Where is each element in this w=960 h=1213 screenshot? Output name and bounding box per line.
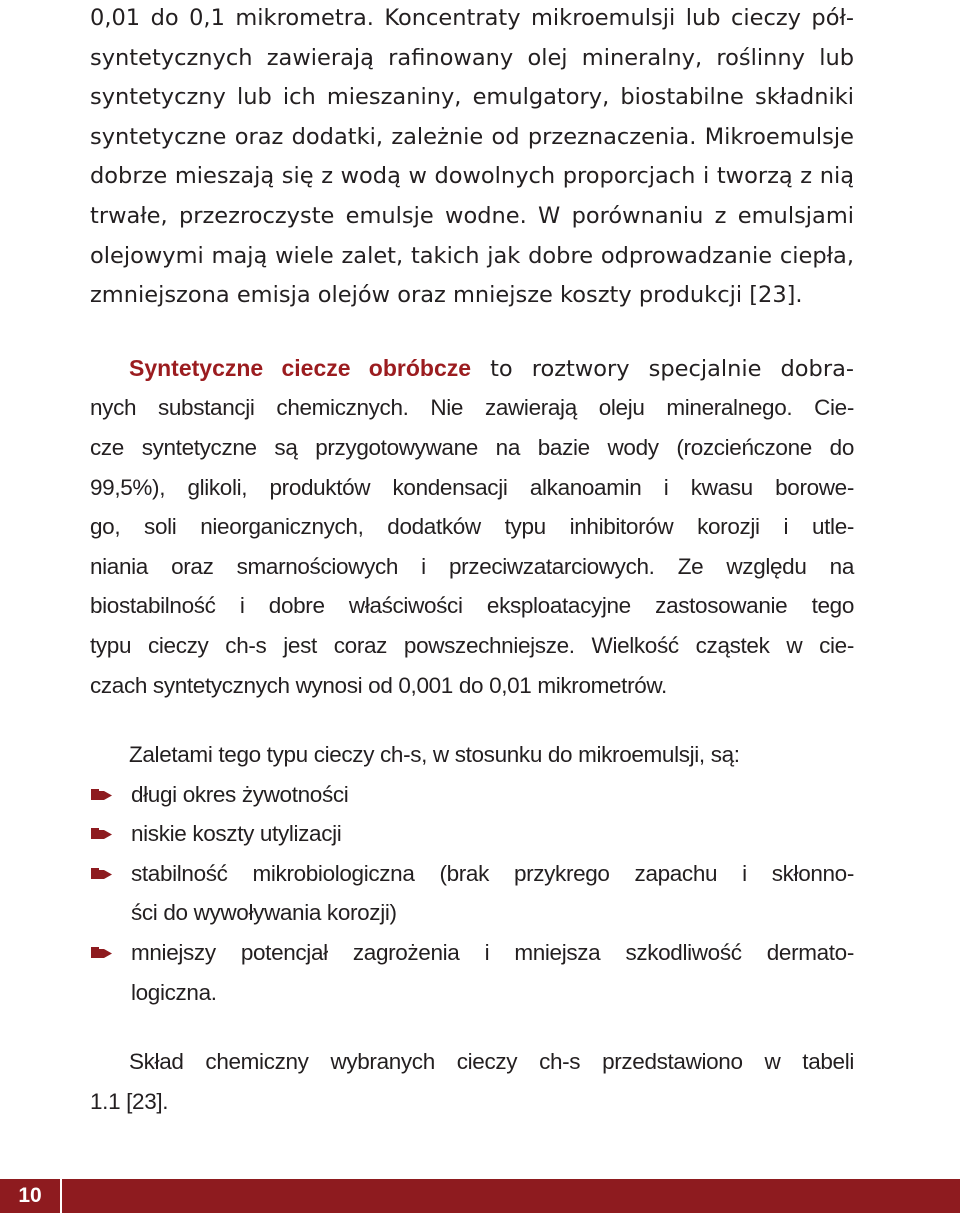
list-item xyxy=(90,933,854,1012)
text-line: typu cieczy ch-s jest coraz powszechniejsze. Wielkość cząstek w cie- xyxy=(90,632,854,658)
text-line: olejowymi mają wiele zalet, takich jak dobre odprowadzanie ciepła, xyxy=(90,242,854,269)
text-line: trwałe, przezroczyste emulsje wodne. W porównaniu z emulsjami xyxy=(90,202,854,229)
pointing-hand-icon xyxy=(90,867,113,882)
text-line: 99,5%), glikoli, produktów kondensacji alkanoamin i kwasu borowe- xyxy=(90,474,854,500)
pointing-hand-icon xyxy=(90,946,113,961)
footer-bar xyxy=(0,1179,960,1213)
text-line: syntetyczne oraz dodatki, zależnie od przeznaczenia. Mikroemulsje xyxy=(90,123,854,150)
heading-continuation: to roztwory specjalnie dobra- xyxy=(471,355,854,382)
list-item-text: stabilność mikrobiologiczna (brak przykrego zapachu i skłonno- xyxy=(131,860,854,886)
text-line: biostabilność i dobre właściwości eksploatacyjne zastosowanie tego xyxy=(90,593,854,619)
pointing-hand-icon xyxy=(90,827,113,842)
paragraph-table-reference xyxy=(90,1042,854,1121)
list-item-text: ści do wywoływania korozji) xyxy=(131,900,397,926)
section-heading: Syntetyczne ciecze obróbcze xyxy=(129,354,472,381)
list-item-text: długi okres żywotności xyxy=(131,781,349,807)
list-item-text: mniejszy potencjał zagrożenia i mniejsza szkodliwość dermato- xyxy=(131,940,854,966)
advantages-section xyxy=(90,735,854,1012)
text-line: Skład chemiczny wybranych cieczy ch-s przedstawiono w tabeli xyxy=(129,1049,854,1075)
text-line: go, soli nieorganicznych, dodatków typu inhibitorów korozji i utle- xyxy=(90,514,854,540)
paragraph-synthetic-fluids xyxy=(90,349,854,705)
list-item-text: niskie koszty utylizacji xyxy=(131,821,342,847)
paragraph-spacer xyxy=(90,316,854,349)
text-line: syntetyczny lub ich mieszaniny, emulgatory, biostabilne składniki xyxy=(90,84,854,111)
text-line: 0,01 do 0,1 mikrometra. Koncentraty mikroemulsji lub cieczy pół- xyxy=(90,5,854,31)
text-line: niania oraz smarnościowych i przeciwzatarciowych. Ze względu na xyxy=(90,553,854,579)
text-line xyxy=(90,349,854,389)
text-line: dobrze mieszają się z wodą w dowolnych proporcjach i tworzą z nią xyxy=(90,163,854,190)
list-intro: Zaletami tego typu cieczy ch-s, w stosunku do mikroemulsji, są: xyxy=(129,742,740,768)
text-line: syntetycznych zawierają rafinowany olej mineralny, roślinny lub xyxy=(90,44,854,71)
text-line: nych substancji chemicznych. Nie zawierają oleju mineralnego. Cie- xyxy=(90,395,854,421)
list-item xyxy=(90,814,854,854)
page-number: 10 xyxy=(0,1179,62,1213)
advantages-list xyxy=(90,775,854,1013)
text-line: czach syntetycznych wynosi od 0,001 do 0,01 mikrometrów. xyxy=(90,672,667,698)
pointing-hand-icon xyxy=(90,788,113,803)
text-line: zmniejszona emisja olejów oraz mniejsze koszty produkcji [23]. xyxy=(90,282,803,309)
paragraph-spacer xyxy=(90,1012,854,1042)
page-content xyxy=(90,0,854,1121)
paragraph-microemulsions xyxy=(90,0,854,316)
list-item xyxy=(90,775,854,815)
list-item xyxy=(90,854,854,933)
list-item-text: logiczna. xyxy=(131,979,217,1005)
text-line: 1.1 [23]. xyxy=(90,1088,169,1114)
paragraph-spacer xyxy=(90,705,854,735)
text-line: cze syntetyczne są przygotowywane na bazie wody (rozcieńczone do xyxy=(90,434,854,460)
